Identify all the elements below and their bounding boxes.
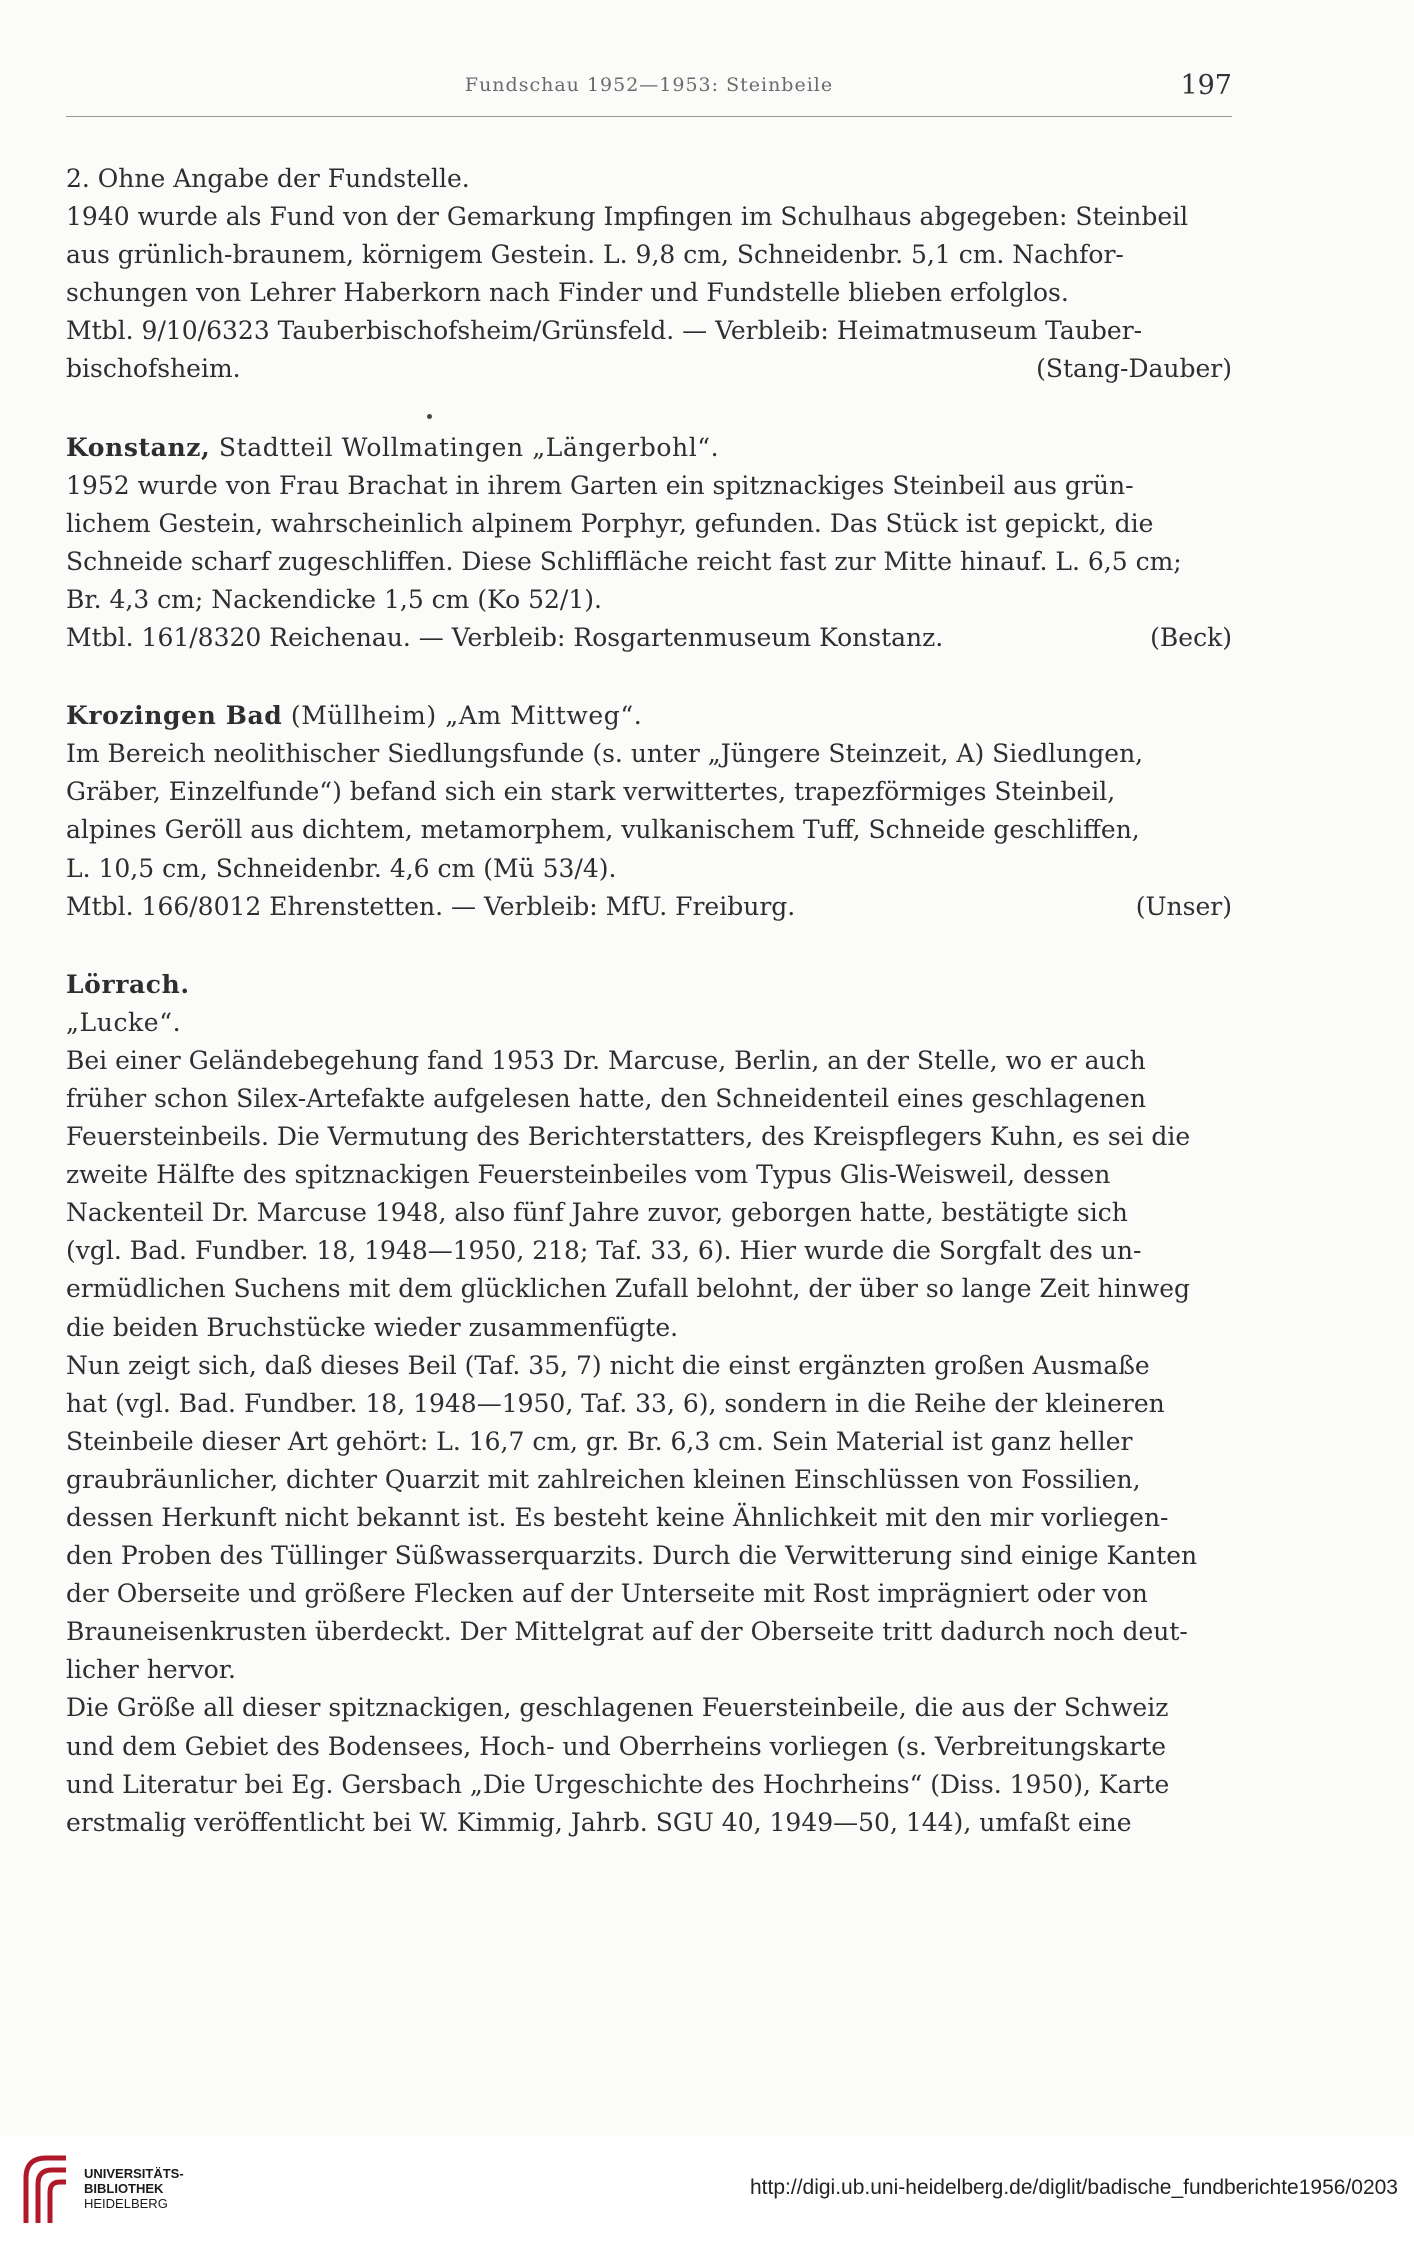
text-line: Nackenteil Dr. Marcuse 1948, also fünf Jahre zuvor, geborgen hatte, bestätigte sich (66, 1198, 1128, 1228)
text-line: bischofsheim. (66, 354, 241, 384)
text-line: Schneide scharf zugeschliffen. Diese Schliffläche reicht fast zur Mitte hinauf. L. 6,5 cm; (66, 546, 1182, 576)
library-line: HEIDELBERG (84, 2196, 168, 2211)
source-url-link[interactable]: http://digi.ub.uni-heidelberg.de/diglit/badische_fundberichte1956/0203 (750, 2176, 1398, 2199)
library-logo-icon (16, 2148, 76, 2228)
text-line: Die Größe all dieser spitznackigen, geschlagenen Feuersteinbeile, die aus der Schweiz (66, 1693, 1169, 1723)
entry-author: (Beck) (1150, 623, 1232, 653)
text-line: Bei einer Geländebegehung fand 1953 Dr. Marcuse, Berlin, an der Stelle, wo er auch (66, 1045, 1146, 1075)
text-line: Br. 4,3 cm; Nackendicke 1,5 cm (Ko 52/1). (66, 584, 602, 614)
text-line: zweite Hälfte des spitznackigen Feuersteinbeiles vom Typus Glis-Weisweil, dessen (66, 1160, 1111, 1190)
entry-krozingen (66, 697, 1232, 926)
text-line: licher hervor. (66, 1655, 236, 1685)
running-title: Fundschau 1952—1953: Steinbeile (464, 74, 834, 96)
spacer (66, 657, 1232, 697)
text-line: 1952 wurde von Frau Brachat in ihrem Garten ein spitznackiges Steinbeil aus grün- (66, 470, 1134, 500)
entry-loerrach (66, 966, 1232, 1842)
entry-heading (66, 429, 1232, 467)
text-line: Mtbl. 9/10/6323 Tauberbischofsheim/Grünsfeld. — Verbleib: Heimatmuseum Tauber- (66, 316, 1143, 346)
text-line: der Oberseite und größere Flecken auf der Unterseite mit Rost imprägniert oder von (66, 1579, 1148, 1609)
text-line: aus grünlich-braunem, körnigem Gestein. L. 9,8 cm, Schneidenbr. 5,1 cm. Nachfor- (66, 240, 1124, 270)
text-line: lichem Gestein, wahrscheinlich alpinem Porphyr, gefunden. Das Stück ist gepickt, die (66, 508, 1154, 538)
text-line: Im Bereich neolithischer Siedlungsfunde (s. unter „Jüngere Steinzeit, A) Siedlungen, (66, 739, 1144, 769)
spacer (66, 926, 1232, 966)
text-line: Mtbl. 166/8012 Ehrenstetten. — Verbleib: MfU. Freiburg. (66, 891, 796, 921)
text-line: graubräunlicher, dichter Quarzit mit zahlreichen kleinen Einschlüssen von Fossilien, (66, 1464, 1141, 1494)
text-line: Feuersteinbeils. Die Vermutung des Berichterstatters, des Kreispflegers Kuhn, es sei die (66, 1122, 1191, 1152)
text-line: Mtbl. 161/8320 Reichenau. — Verbleib: Rosgartenmuseum Konstanz. (66, 623, 944, 653)
text-line: L. 10,5 cm, Schneidenbr. 4,6 cm (Mü 53/4). (66, 853, 617, 883)
text-line: früher schon Silex-Artefakte aufgelesen hatte, den Schneidenteil eines geschlagenen (66, 1083, 1146, 1113)
text-line: alpines Geröll aus dichtem, metamorphem, vulkanischem Tuff, Schneide geschliffen, (66, 815, 1140, 845)
library-footer (0, 2136, 1414, 2242)
text-line: ermüdlichen Suchens mit dem glücklichen Zufall belohnt, der über so lange Zeit hinweg (66, 1274, 1190, 1304)
text-line: die beiden Bruchstücke wieder zusammenfügte. (66, 1312, 679, 1342)
entry-closing-line (66, 888, 1232, 926)
place-name: Konstanz, (66, 432, 211, 462)
place-name: Lörrach. (66, 969, 190, 999)
entry-closing-line (66, 350, 1232, 388)
entry-author: (Stang-Dauber) (1036, 354, 1232, 384)
entry-author: (Unser) (1135, 891, 1232, 921)
page-number: 197 (1180, 70, 1232, 101)
entry-heading: 2. Ohne Angabe der Fundstelle. (66, 164, 470, 193)
library-line: UNIVERSITÄTS- (84, 2166, 184, 2181)
header-rule (66, 116, 1232, 117)
text-line: dessen Herkunft nicht bekannt ist. Es besteht keine Ähnlichkeit mit den mir vorliegen- (66, 1503, 1169, 1532)
entry-ohne-angabe (66, 160, 1232, 389)
library-name (84, 2166, 184, 2211)
text-line: (vgl. Bad. Fundber. 18, 1948—1950, 218; Taf. 33, 6). Hier wurde die Sorgfalt des un- (66, 1236, 1142, 1266)
entry-konstanz (66, 429, 1232, 658)
place-name: Krozingen Bad (66, 701, 283, 731)
spacer (66, 389, 1232, 429)
entry-heading (66, 697, 1232, 735)
page-body (66, 160, 1232, 1842)
site-name: (Müllheim) „Am Mittweg“. (282, 701, 643, 731)
library-line: BIBLIOTHEK (84, 2181, 164, 2196)
site-name: „Lucke“. (66, 1007, 182, 1037)
text-line: und Literatur bei Eg. Gersbach „Die Urgeschichte des Hochrheins“ (Diss. 1950), Karte (66, 1769, 1170, 1799)
text-line: Brauneisenkrusten überdeckt. Der Mittelgrat auf der Oberseite tritt dadurch noch deut- (66, 1617, 1188, 1647)
text-line: schungen von Lehrer Haberkorn nach Finder und Fundstelle blieben erfolglos. (66, 278, 1069, 308)
site-name: Stadtteil Wollmatingen „Längerbohl“. (210, 432, 720, 462)
text-line: erstmalig veröffentlicht bei W. Kimmig, Jahrb. SGU 40, 1949—50, 144), umfaßt eine (66, 1807, 1132, 1837)
entry-heading (66, 966, 1232, 1004)
text-line: den Proben des Tüllinger Süßwasserquarzits. Durch die Verwitterung sind einige Kanten (66, 1541, 1198, 1571)
text-line: hat (vgl. Bad. Fundber. 18, 1948—1950, Taf. 33, 6), sondern in die Reihe der kleineren (66, 1388, 1165, 1418)
text-line: und dem Gebiet des Bodensees, Hoch- und Oberrheins vorliegen (s. Verbreitungskarte (66, 1731, 1167, 1761)
entry-closing-line (66, 619, 1232, 657)
text-line: Nun zeigt sich, daß dieses Beil (Taf. 35, 7) nicht die einst ergänzten großen Ausmaße (66, 1350, 1150, 1380)
text-line: Steinbeile dieser Art gehört: L. 16,7 cm, gr. Br. 6,3 cm. Sein Material ist ganz heller (66, 1426, 1133, 1456)
text-line: Gräber, Einzelfunde“) befand sich ein stark verwittertes, trapezförmiges Steinbeil, (66, 777, 1116, 807)
text-line: 1940 wurde als Fund von der Gemarkung Impfingen im Schulhaus abgegeben: Steinbeil (66, 202, 1189, 232)
page-header (66, 66, 1232, 116)
